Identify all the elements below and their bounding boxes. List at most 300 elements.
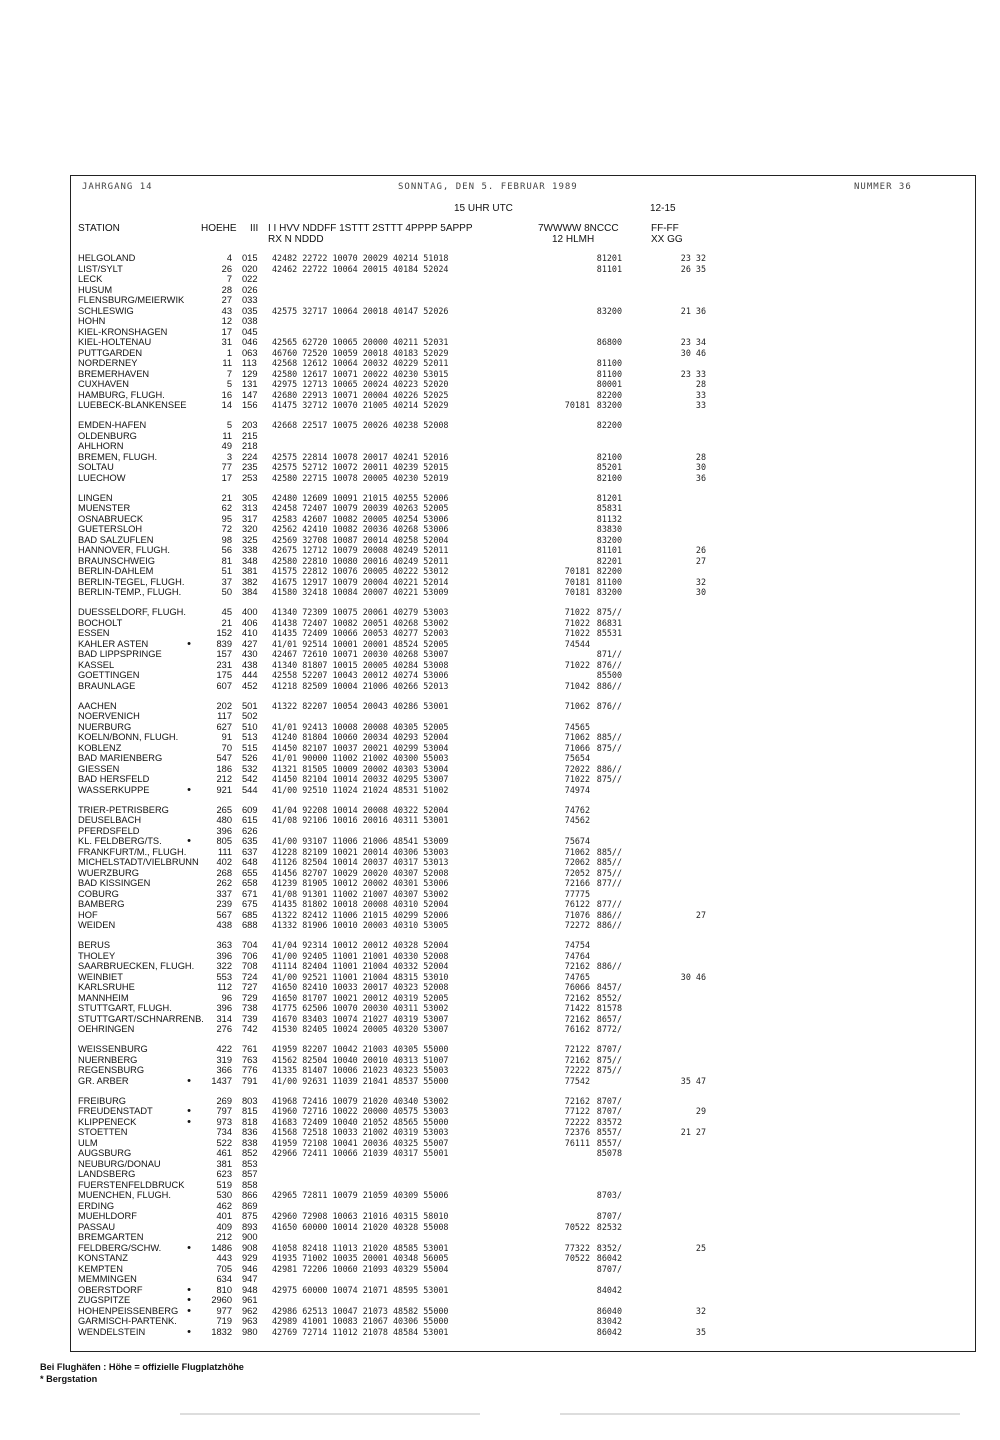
cloud-code: 886// [596,961,622,971]
weather-code: 77775 [564,888,590,899]
gust-code: 30 46 [680,971,706,982]
mountain-station-mark: • [187,1074,191,1087]
station-index: 838 [242,1137,258,1148]
table-row [0,420,1000,431]
observation-code: 42965 72811 10079 21059 40309 55006 [272,1190,449,1200]
weather-code: 70181 [564,566,590,576]
station-height: 366 [216,1065,232,1075]
observation-code: 41/08 92106 10016 20016 40311 53001 [272,815,449,825]
cloud-code: 8457/ [596,982,622,992]
station-name: NOERVENICH [78,711,140,721]
table-row [0,670,1000,681]
table-row [0,1295,1000,1306]
station-name: LIST/SYLT [78,263,123,274]
cloud-code: 875// [596,1065,622,1075]
station-group [0,805,1000,931]
observation-code: 41322 82412 11006 21015 40299 52006 [272,909,449,920]
station-name: LECK [78,274,103,284]
weather-code: 72122 [564,1044,590,1054]
weather-code: 72162 [564,961,590,971]
cloud-code: 82200 [596,566,622,576]
observation-code: 42575 22814 10078 20017 40241 52016 [272,451,449,462]
station-name: KASSEL [78,659,115,670]
station-name: WASSERKUPPE [78,784,150,795]
weather-code: 77122 [564,1106,590,1116]
table-row [0,1306,1000,1317]
station-height: 21 [221,492,232,503]
observation-code: 42680 22913 10071 20004 40226 52025 [272,389,449,400]
station-name: HAMBURG, FLUGH. [78,389,165,400]
table-row [0,337,1000,348]
station-height: 734 [216,1127,232,1137]
weather-code: 70181 [564,587,590,597]
cloud-code: 86040 [596,1305,622,1316]
observation-code: 42989 41001 10083 21067 40306 55000 [272,1316,449,1326]
station-height: 14 [221,400,232,410]
table-row [0,1274,1000,1285]
cloud-code: 8552/ [596,992,622,1003]
weather-code: 72166 [564,878,590,888]
station-height: 1 [226,347,232,358]
observation-code: 41/00 93107 11006 21006 48541 53009 [272,836,449,846]
station-height: 547 [216,753,232,763]
station-name: OLDENBURG [78,430,137,441]
cloud-code: 8703/ [596,1190,622,1200]
station-index: 688 [242,920,258,930]
cloud-code: 8707/ [596,1211,622,1221]
station-height: 28 [221,284,232,295]
observation-code: 41340 81807 10015 20005 40284 53008 [272,659,449,670]
station-group [0,493,1000,598]
cloud-code: 81100 [596,576,622,587]
station-index: 427 [242,638,258,649]
observation-code: 41335 81407 10006 21023 40323 55003 [272,1065,449,1075]
observation-code: 41228 82109 10021 20014 40306 53003 [272,846,449,857]
weather-code: 71076 [564,909,590,920]
cloud-code: 86831 [596,617,622,628]
station-index: 406 [242,617,258,628]
observation-code: 41960 72716 10022 20000 40575 53003 [272,1106,449,1116]
station-height: 839 [216,638,232,649]
table-row [0,899,1000,910]
station-name: PFERDSFELD [78,825,140,836]
cloud-code: 84042 [596,1284,622,1295]
station-height: 152 [216,628,232,638]
station-height: 522 [216,1137,232,1148]
gust-code: 36 [695,472,706,483]
table-row [0,868,1000,879]
station-name: BAD MARIENBERG [78,753,163,763]
station-height: 37 [221,576,232,587]
gust-code: 28 [695,379,706,389]
weather-code: 72022 [564,763,590,774]
table-row [0,473,1000,484]
observation-code: 41650 81707 10021 20012 40319 52005 [272,992,449,1003]
observation-code: 41562 82504 10040 20010 40313 51007 [272,1054,449,1065]
station-name: OEHRINGEN [78,1024,135,1034]
station-name: NUERNBERG [78,1054,138,1065]
station-height: 7 [226,274,232,284]
station-height: 81 [221,555,232,566]
weather-code: 74562 [564,815,590,825]
table-row [0,649,1000,660]
station-index: 046 [242,337,258,347]
station-name: FREIBURG [78,1095,127,1106]
observation-code: 41968 72416 10079 21020 40340 53002 [272,1095,449,1106]
table-row [0,826,1000,837]
station-index: 203 [242,420,258,430]
issue-number-label: NUMMER 36 [854,182,912,192]
station-name: GR. ARBER [78,1075,129,1086]
weather-code: 74762 [564,804,590,815]
weather-code: 72052 [564,867,590,878]
gust-code: 32 [695,576,706,587]
station-group [0,1044,1000,1086]
cloud-code: 8707/ [596,1044,622,1054]
table-row [0,972,1000,983]
station-index: 908 [242,1242,258,1253]
col-codes-line2: RX N NDDD [268,234,324,245]
table-row [0,701,1000,712]
station-name: SCHLESWIG [78,305,134,316]
observation-code: 41435 81802 10018 20008 40310 52004 [272,899,449,909]
observation-code: 42580 22715 10078 20005 40230 52019 [272,472,449,483]
station-name: KOBLENZ [78,742,122,753]
table-row [0,1024,1000,1035]
station-height: 17 [221,326,232,337]
observation-code: 41/00 92405 11001 21001 40330 52008 [272,950,449,961]
station-height: 530 [216,1190,232,1200]
cloud-code: 82532 [596,1221,622,1232]
cloud-code: 8557/ [596,1137,622,1148]
table-row [0,264,1000,275]
station-name: GIESSEN [78,763,120,774]
station-name: HOF [78,909,98,920]
weather-code: 71022 [564,659,590,670]
weather-code: 74974 [564,784,590,795]
col-weather-line1: 7WWWW 8NCCC [538,223,619,234]
station-name: CUXHAVEN [78,379,129,389]
weather-code: 70181 [564,576,590,587]
station-index: 438 [242,659,258,670]
observation-code: 41/01 92514 10001 20001 48524 52005 [272,638,449,649]
table-row [0,836,1000,847]
station-index: 015 [242,253,258,263]
gust-code: 27 [695,909,706,920]
station-height: 443 [216,1253,232,1263]
station-index: 026 [242,284,258,295]
station-name: MUENCHEN, FLUGH. [78,1190,171,1200]
table-row [0,639,1000,650]
gust-code: 21 27 [680,1127,706,1137]
station-index: 444 [242,670,258,680]
observation-code: 42569 32708 10087 20014 40258 52004 [272,534,449,545]
gust-code: 23 34 [680,337,706,347]
table-row [0,1222,1000,1233]
station-height: 17 [221,472,232,483]
weather-code: 71422 [564,1003,590,1013]
station-index: 035 [242,305,258,316]
station-index: 739 [242,1013,258,1024]
cloud-code: 82100 [596,451,622,462]
table-row [0,1232,1000,1243]
table-row [0,1264,1000,1275]
observation-code: 41959 72108 10041 20036 40325 55007 [272,1137,449,1148]
station-index: 320 [242,524,258,534]
weather-code: 71022 [564,607,590,617]
cloud-code: 875// [596,774,622,784]
station-height: 805 [216,836,232,846]
station-name: FRANKFURT/M., FLUGH. [78,846,187,857]
station-height: 921 [216,784,232,795]
station-index: 857 [242,1169,258,1179]
weather-code: 70522 [564,1253,590,1263]
station-index: 742 [242,1024,258,1034]
observation-code: 42467 72610 10071 20030 40268 53007 [272,649,449,659]
observation-code: 41/04 92314 10012 20012 40328 52004 [272,940,449,950]
table-row [0,566,1000,577]
weather-code: 76162 [564,1024,590,1034]
table-row [0,379,1000,390]
station-index: 501 [242,700,258,711]
cloud-code: 8352/ [596,1242,622,1253]
table-row [0,1003,1000,1014]
col-ff-line2: XX GG [651,234,683,245]
table-row [0,628,1000,639]
scan-mark [180,1413,480,1415]
weather-code: 76066 [564,982,590,992]
station-name: WUERZBURG [78,867,139,878]
observation-code: 42981 72206 10060 21093 40329 55004 [272,1263,449,1274]
table-row [0,857,1000,868]
observation-code: 41/00 92510 11024 21024 48531 51002 [272,784,449,795]
station-index: 626 [242,825,258,836]
weather-code: 71062 [564,846,590,857]
station-height: 212 [216,1232,232,1242]
observation-code: 41126 82504 10014 20037 40317 53013 [272,857,449,867]
station-height: 268 [216,867,232,878]
observation-code: 41675 12917 10079 20004 40221 52014 [272,576,449,587]
table-row [0,1148,1000,1159]
table-row [0,295,1000,306]
station-name: WEIDEN [78,920,116,930]
station-height: 117 [217,711,232,721]
station-name: MANNHEIM [78,992,129,1003]
observation-code: 41530 82405 10024 20005 40320 53007 [272,1024,449,1034]
cloud-code: 8557/ [596,1127,622,1137]
cloud-code: 8707/ [596,1106,622,1116]
weather-code: 72062 [564,857,590,867]
station-name: AHLHORN [78,441,124,451]
cloud-code: 81101 [596,545,622,555]
station-index: 382 [242,576,258,587]
observation-code: 42580 12617 10071 20022 40230 53015 [272,368,449,379]
gust-code: 26 [695,545,706,555]
station-name: HUSUM [78,284,113,295]
station-name: MUEHLDORF [78,1211,137,1221]
mountain-station-mark: • [187,637,191,650]
station-height: 202 [216,700,232,711]
weather-code: 74754 [564,940,590,950]
station-group [0,253,1000,411]
station-group [0,1096,1000,1338]
station-name: ERDING [78,1200,115,1211]
cloud-code: 83042 [596,1316,622,1326]
station-height: 269 [216,1095,232,1106]
station-index: 253 [242,472,258,483]
station-index: 729 [242,992,258,1003]
table-row [0,1243,1000,1254]
col-ff-line1: FF-FF [651,223,679,234]
table-row [0,1180,1000,1191]
table-row [0,274,1000,285]
station-index: 708 [242,961,258,971]
station-height: 265 [216,804,232,815]
station-index: 869 [242,1200,258,1211]
footnote-airports: Bei Flughäfen : Höhe = offizielle Flugplatzhöhe [40,1362,244,1372]
observation-code: 41322 82207 10054 20043 40286 53001 [272,700,449,711]
station-index: 410 [242,628,258,638]
utc-title: 15 UHR UTC [454,203,513,214]
observation-code: 41340 72309 10075 20061 40279 53003 [272,607,449,617]
station-index: 671 [242,888,258,899]
station-index: 866 [242,1190,258,1200]
station-height: 977 [216,1305,232,1316]
station-index: 430 [242,649,258,659]
station-name: STUTTGART/SCHNARRENB. [78,1013,204,1024]
station-name: HELGOLAND [78,253,136,263]
table-row [0,1327,1000,1338]
station-index: 348 [242,555,258,566]
station-height: 12 [221,316,232,326]
table-row [0,681,1000,692]
station-group [0,940,1000,1035]
station-name: LUECHOW [78,472,126,483]
station-index: 852 [242,1148,258,1158]
table-row [0,1159,1000,1170]
station-name: FLENSBURG/MEIERWIK [78,295,185,305]
station-name: FELDBERG/SCHW. [78,1242,162,1253]
station-name: STOETTEN [78,1127,128,1137]
table-row [0,1106,1000,1117]
table-row [0,1127,1000,1138]
observation-code: 42482 22722 10070 20029 40214 51018 [272,253,449,263]
table-row [0,327,1000,338]
cloud-code: 875// [596,1054,622,1065]
footnote-mountain-station: * Bergstation [40,1374,98,1384]
gust-code: 30 46 [680,347,706,358]
station-height: 96 [221,992,232,1003]
observation-code: 41332 81906 10010 20003 40310 53005 [272,920,449,930]
station-index: 815 [242,1106,258,1116]
station-name: KONSTANZ [78,1253,128,1263]
table-row [0,993,1000,1004]
mountain-station-mark: • [187,1294,191,1306]
station-name: BREMEN, FLUGH. [78,451,158,462]
station-name: COBURG [78,888,119,899]
station-name: WENDELSTEIN [78,1326,146,1337]
station-height: 461 [216,1148,232,1158]
station-index: 655 [242,867,258,878]
station-name: KIEL-KRONSHAGEN [78,326,168,337]
observation-code: 41114 82404 11001 21004 40332 52004 [272,961,449,971]
station-index: 947 [242,1274,258,1284]
table-row [0,452,1000,463]
observation-code: 41450 82107 10037 20021 40299 53004 [272,742,449,753]
station-index: 685 [242,909,258,920]
observation-code: 42966 72411 10066 21039 40317 55001 [272,1148,449,1158]
station-index: 235 [242,462,258,472]
station-height: 51 [221,566,232,576]
station-height: 4 [226,253,232,263]
observation-code: 41475 32712 10070 21005 40214 52029 [272,400,449,410]
station-height: 98 [221,534,232,545]
table-row [0,1169,1000,1180]
station-index: 706 [242,950,258,961]
table-row [0,1117,1000,1128]
station-index: 384 [242,587,258,597]
table-row [0,431,1000,442]
weather-code: 71022 [564,628,590,638]
station-height: 337 [216,888,232,899]
station-name: KL. FELDBERG/TS. [78,836,162,846]
observation-code: 42986 62513 10047 21073 48582 55000 [272,1305,449,1316]
station-name: HANNOVER, FLUGH. [78,545,170,555]
observation-code: 42975 12713 10065 20024 40223 52020 [272,379,449,389]
weather-code: 72272 [564,920,590,930]
station-height: 480 [216,815,232,825]
table-row [0,587,1000,598]
cloud-code: 8707/ [596,1095,622,1106]
station-height: 409 [216,1221,232,1232]
observation-code: 41580 32418 10084 20007 40221 53009 [272,587,449,597]
station-index: 510 [242,721,258,732]
table-row [0,316,1000,327]
mountain-station-mark: • [187,1304,191,1317]
station-name: SAARBRUECKEN, FLUGH. [78,961,195,971]
cloud-code: 871// [596,649,622,659]
observation-code: 42575 52712 10072 20011 40239 52015 [272,462,449,472]
station-name: GARMISCH-PARTENK. [78,1316,177,1326]
cloud-code: 81201 [596,492,622,503]
station-index: 452 [242,680,258,691]
station-name: KIEL-HOLTENAU [78,337,152,347]
station-index: 305 [242,492,258,503]
observation-code: 41935 71002 10035 20001 40348 56005 [272,1253,449,1263]
station-name: BAD KISSINGEN [78,878,151,888]
cloud-code: 876// [596,659,622,670]
table-row [0,982,1000,993]
table-row [0,1285,1000,1296]
gust-code: 32 [695,1305,706,1316]
station-height: 623 [216,1169,232,1179]
station-index: 704 [242,940,258,950]
station-index: 215 [242,430,258,441]
observation-code: 41438 72407 10082 20051 40268 53002 [272,617,449,628]
station-name: AACHEN [78,700,117,711]
gust-code: 23 33 [680,368,706,379]
station-index: 325 [242,534,258,545]
col-codes-line1: I I HVV NDDFF 1STTT 2STTT 4PPPP 5APPP [268,223,473,234]
cloud-code: 81201 [596,253,622,263]
table-row [0,774,1000,785]
observation-code: 41321 81505 10009 20002 40303 53004 [272,763,449,774]
table-row [0,514,1000,525]
gust-code: 35 47 [680,1075,706,1086]
weather-code: 77542 [564,1075,590,1086]
table-row [0,348,1000,359]
station-name: ESSEN [78,628,110,638]
